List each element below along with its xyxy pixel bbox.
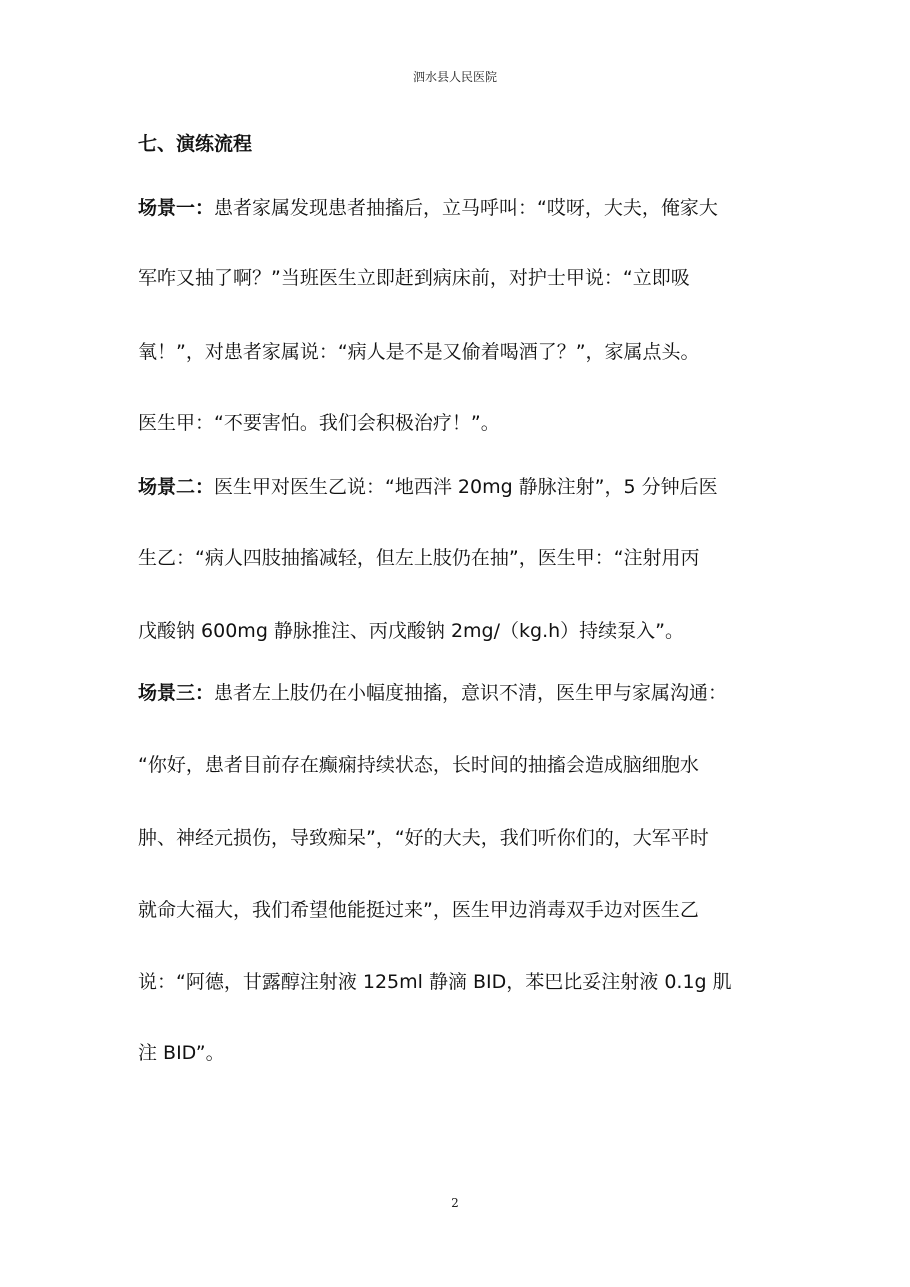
section-heading: 七、演练流程	[138, 133, 253, 155]
paragraph-line	[138, 1040, 778, 1066]
line-text: 患者左上肢仍在小幅度抽搐，意识不清，医生甲与家属沟通：	[214, 682, 728, 704]
line-text: 生乙：“病人四肢抽搐减轻，但左上肢仍在抽”，医生甲：“注射用丙	[138, 547, 700, 569]
running-header: 泗水县人民医院	[412, 70, 497, 84]
paragraph-line	[138, 339, 778, 365]
line-text: 就命大福大，我们希望他能挺过来”，医生甲边消毒双手边对医生乙	[138, 899, 699, 921]
line-text: 军咋又抽了啊？”当班医生立即赶到病床前，对护士甲说：“立即吸	[138, 267, 690, 289]
line-text: 注 BID”。	[138, 1042, 225, 1064]
scene-label: 场景三：	[138, 682, 215, 704]
line-text: 医生甲对医生乙说：“地西泮 20mg 静脉注射”，5 分钟后医	[214, 476, 718, 498]
line-text: 氧！”，对患者家属说：“病人是不是又偷着喝酒了？”，家属点头。	[138, 341, 700, 363]
paragraph-line	[138, 410, 778, 436]
paragraph-line	[138, 825, 778, 851]
line-text: 医生甲：“不要害怕。我们会积极治疗！”。	[138, 412, 500, 434]
line-text: 患者家属发现患者抽搐后，立马呼叫：“哎呀，大夫，俺家大	[214, 197, 718, 219]
scene-label: 场景一：	[138, 197, 215, 219]
paragraph-line	[138, 897, 778, 923]
scene-label: 场景二：	[138, 476, 215, 498]
paragraph-line	[138, 680, 778, 706]
line-text: “你好，患者目前存在癫痫持续状态，长时间的抽搐会造成脑细胞水	[138, 754, 699, 776]
line-text: 戊酸钠 600mg 静脉推注、丙戊酸钠 2mg/（kg.h）持续泵入”。	[138, 620, 685, 642]
page-number: 2	[451, 1196, 459, 1210]
paragraph-line	[138, 618, 778, 644]
line-text: 肿、神经元损伤，导致痴呆”，“好的大夫，我们听你们的，大军平时	[138, 827, 709, 849]
paragraph-line	[138, 265, 778, 291]
paragraph-line	[138, 195, 778, 221]
paragraph-line	[138, 474, 778, 500]
line-text: 说：“阿德，甘露醇注射液 125ml 静滴 BID，苯巴比妥注射液 0.1g 肌	[138, 971, 732, 993]
paragraph-line	[138, 969, 778, 995]
paragraph-line	[138, 752, 778, 778]
paragraph-line	[138, 545, 778, 571]
